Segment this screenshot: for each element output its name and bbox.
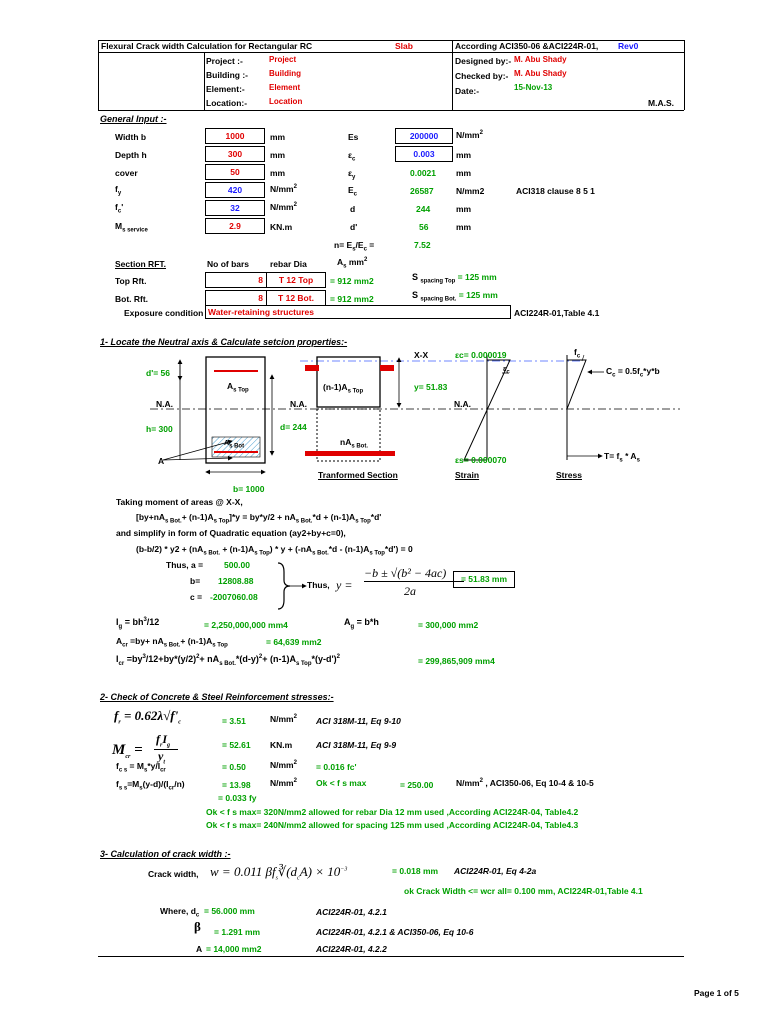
ey-value: 0.0021 bbox=[410, 168, 436, 178]
acr-label: $A_{cr} =by+ nA_{s Bot.}+ (n-1)A_{s Top}$ bbox=[116, 636, 228, 649]
section1-heading: 1- Locate the Neutral axis & Calculate setcion properties:- bbox=[100, 337, 348, 347]
dc-label: Where, $d_c$ bbox=[160, 906, 200, 919]
checked-value: M. Abu Shady bbox=[514, 69, 567, 78]
c-label: c = bbox=[190, 592, 203, 602]
icr-label: $I_{cr} =by^3/12+by*(y/2)^2+ nA_{s Bot.}*(d-y)^2+ (n-1)A_{s Top}*(y-d')^2$ bbox=[116, 654, 340, 667]
dp-label: d' bbox=[350, 222, 358, 232]
project-value: Project bbox=[269, 55, 297, 64]
fss-max: = 250.00 bbox=[400, 780, 434, 790]
fcs-label: $f_{c s} = M_s*y/I_{cr}$ bbox=[116, 761, 166, 774]
fr-value: = 3.51 bbox=[222, 716, 246, 726]
a-value: 500.00 bbox=[224, 560, 250, 570]
moment-line: Taking moment of areas @ X-X, bbox=[116, 497, 243, 507]
as-top-tag: $A_{s Top}$ bbox=[227, 381, 249, 394]
fr-unit: $N/mm^2$ bbox=[270, 714, 297, 724]
Ec-unit: N/mm2 bbox=[456, 186, 485, 196]
brace bbox=[278, 563, 290, 609]
d-label: d bbox=[350, 204, 356, 214]
top-bar-left bbox=[305, 365, 319, 371]
cover-input[interactable]: 50 bbox=[205, 164, 265, 180]
es-label: Es bbox=[348, 132, 359, 142]
general-heading: General Input :- bbox=[100, 114, 167, 124]
ec-input[interactable]: 0.003 bbox=[395, 146, 453, 162]
beta-symbol: β bbox=[194, 919, 201, 934]
acr-value: = 64,639 mm2 bbox=[266, 637, 322, 647]
bot-spacing-label: S $_{spacing Bot.}$ = 125 mm bbox=[412, 290, 498, 303]
fy-unit: $N/mm^2$ bbox=[270, 184, 297, 194]
transformed-bot-label: $nA_{s Bot.}$ bbox=[340, 437, 369, 450]
designed-label: Designed by:- bbox=[455, 56, 512, 66]
ms-unit: KN.m bbox=[270, 222, 293, 232]
dp-value: 56 bbox=[419, 222, 429, 232]
bot-as-value: = 912 mm2 bbox=[330, 294, 374, 304]
bot-bars-input[interactable]: 8 bbox=[205, 290, 267, 306]
project-label: Project :- bbox=[206, 56, 243, 66]
h-tag: h= 300 bbox=[146, 424, 173, 434]
bottom-bar-transformed bbox=[305, 451, 395, 456]
fr-formula: $f_r = 0.62\lambda√f'_c$ bbox=[114, 708, 181, 726]
fss-label: $f_{s s}=M_s(y-d)/(I_{cr}/n)$ bbox=[116, 779, 185, 792]
a-area-label: A bbox=[196, 944, 203, 954]
b-label: b= bbox=[190, 576, 201, 586]
na-label-2: N.A. bbox=[290, 399, 307, 409]
crack-label: Crack width, bbox=[148, 869, 199, 879]
top-rft-label: Top Rft. bbox=[115, 276, 147, 286]
section2-heading: 2- Check of Concrete & Steel Reinforcement stresses:- bbox=[100, 692, 334, 702]
tt-tag: $T= f_s * A_s$ bbox=[604, 451, 640, 464]
fc-tag: $f_c$ bbox=[574, 347, 581, 360]
top-bar-right bbox=[380, 365, 394, 371]
ag-label: $A_g = b*h$ bbox=[344, 617, 379, 630]
designed-value: M. Abu Shady bbox=[514, 55, 567, 64]
bot-dia-input[interactable]: T 12 Bot. bbox=[266, 290, 326, 306]
ms-label: $M_{s service}$ bbox=[115, 221, 148, 234]
element-type: Slab bbox=[395, 41, 413, 51]
as-label: $A_s$ $mm^2$ bbox=[337, 257, 368, 270]
page-bottom-rule bbox=[98, 956, 684, 957]
ec-top-value: εc= 0.000019 bbox=[455, 350, 507, 360]
y-tag: y= 51.83 bbox=[414, 382, 448, 392]
a-pointer-label: A bbox=[158, 456, 165, 466]
element-value: Element bbox=[269, 83, 301, 92]
beta-value: = 1.291 mm bbox=[214, 927, 261, 937]
fy-label: $f_y$ bbox=[115, 184, 122, 197]
es-bot-value: εs= 0.000070 bbox=[455, 455, 507, 465]
a-area-ref: ACI224R-01, 4.2.2 bbox=[316, 944, 387, 954]
fss-value: = 13.98 bbox=[222, 780, 251, 790]
a-label: Thus, a = bbox=[166, 560, 204, 570]
d-unit: mm bbox=[456, 204, 472, 214]
cc-tag: $C_c = 0.5f_c*y*b$ bbox=[606, 366, 660, 379]
es-unit: $N/mm^2$ bbox=[456, 130, 483, 140]
dc-ref: ACI224R-01, 4.2.1 bbox=[316, 907, 387, 917]
thus-label: Thus, bbox=[307, 580, 330, 590]
top-spacing-label: S $_{spacing Top}$ = 125 mm bbox=[412, 272, 497, 285]
strain-ec-tag: $\varepsilon_c$ bbox=[503, 366, 510, 376]
simplify-line: and simplify in form of Quadratic equation (ay2+by+c=0), bbox=[116, 528, 346, 538]
fss-unit: $N/mm^2$ bbox=[270, 778, 297, 788]
Ec-ref: ACI318 clause 8 5 1 bbox=[516, 186, 595, 196]
d-tag: d= 244 bbox=[280, 422, 307, 432]
nobars-label: No of bars bbox=[207, 259, 250, 269]
ag-value: = 300,000 mm2 bbox=[418, 620, 479, 630]
top-dia-input[interactable]: T 12 Top bbox=[266, 272, 326, 288]
b-value: 12808.88 bbox=[218, 576, 254, 586]
ms-input[interactable]: 2.9 bbox=[205, 218, 265, 234]
exposure-select[interactable]: Water-retaining structures bbox=[205, 305, 511, 319]
w-value: = 0.018 mm bbox=[392, 866, 439, 876]
top-bars-input[interactable]: 8 bbox=[205, 272, 267, 288]
beta-ref: ACI224R-01, 4.2.1 & ACI350-06, Eq 10-6 bbox=[316, 927, 474, 937]
fss-fy: = 0.033 fy bbox=[218, 793, 257, 803]
moment-eq: $[by+nA_{s Bot.}+ (n-1)A_{s Top}]*y = by*y/2 + nA_{s Bot.}*d + (n-1)A_{s Top}*d'$ bbox=[136, 512, 382, 525]
exposure-label: Exposure condition bbox=[124, 308, 204, 318]
bot-rft-label: Bot. Rft. bbox=[115, 294, 149, 304]
fc-unit: $N/mm^2$ bbox=[270, 202, 297, 212]
element-label: Element:- bbox=[206, 84, 245, 94]
quadratic-eq: $(b-b/2) * y2 + (nA_{s Bot.} + (n-1)A_{s Top}) * y + (-nA_{s Bot.}*d - (n-1)A_{s Top}*d') = 0$ bbox=[136, 544, 413, 557]
fcs-value: = 0.50 bbox=[222, 762, 246, 772]
width-label: Width b bbox=[115, 132, 147, 142]
n-value: 7.52 bbox=[414, 240, 431, 250]
fss-ref: $N/mm^2$ , ACI350-06, Eq 10-4 & 10-5 bbox=[456, 778, 594, 788]
ig-value: = 2,250,000,000 mm4 bbox=[204, 620, 288, 630]
mcr-value: = 52.61 bbox=[222, 740, 251, 750]
initials: M.A.S. bbox=[648, 98, 674, 108]
building-value: Building bbox=[269, 69, 301, 78]
stress-caption: Stress bbox=[556, 470, 582, 480]
icr-value: = 299,865,909 mm4 bbox=[418, 656, 495, 666]
dp-unit: mm bbox=[456, 222, 472, 232]
transformed-caption: Tranformed Section bbox=[318, 470, 398, 480]
transformed-top-label: $(n-1)A_{s Top}$ bbox=[323, 382, 364, 395]
section3-heading: 3- Calculation of crack width :- bbox=[100, 849, 231, 859]
ec-unit: mm bbox=[456, 150, 472, 160]
strain-caption: Strain bbox=[455, 470, 480, 480]
checked-label: Checked by:- bbox=[455, 71, 509, 81]
fr-ref: ACI 318M-11, Eq 9-10 bbox=[316, 716, 401, 726]
rebar-dia-label: rebar Dia bbox=[270, 259, 307, 269]
Ec-value: 26587 bbox=[410, 186, 434, 196]
dc-value: = 56.000 mm bbox=[204, 906, 255, 916]
depth-input[interactable]: 300 bbox=[205, 146, 265, 162]
cover-unit: mm bbox=[270, 168, 286, 178]
building-label: Building :- bbox=[206, 70, 249, 80]
ey-unit: mm bbox=[456, 168, 472, 178]
width-unit: mm bbox=[270, 132, 286, 142]
w-ref: ACI224R-01, Eq 4-2a bbox=[454, 866, 537, 876]
ec-label: $\varepsilon_c$ bbox=[348, 150, 356, 163]
doc-title: Flexural Crack width Calculation for Rectangular RC bbox=[101, 41, 313, 51]
y-result: = 51.83 mm bbox=[453, 571, 515, 588]
xx-label: X-X bbox=[414, 350, 429, 360]
na-label-3: N.A. bbox=[454, 399, 471, 409]
fcs-note: = 0.016 fc' bbox=[316, 762, 357, 772]
exposure-ref: ACI224R-01,Table 4.1 bbox=[514, 308, 600, 318]
crack-formula: w = 0.011 $\beta f_s∛(d_cA) \times 10^{-3}$ bbox=[210, 864, 348, 882]
fc-label: $f_c'$ bbox=[115, 202, 124, 215]
width-input[interactable]: 1000 bbox=[205, 128, 265, 144]
depth-unit: mm bbox=[270, 150, 286, 160]
ey-label: $\varepsilon_y$ bbox=[348, 168, 356, 181]
ok-line-1: Ok < f s max= 320N/mm2 allowed for rebar Dia 12 mm used ,According ACI224R-04, Table4.2 bbox=[206, 807, 579, 817]
n-label: $n= E_s/E_c$ = bbox=[334, 240, 375, 253]
ok-crack: ok Crack Width <= wcr all= 0.100 mm, ACI224R-01,Table 4.1 bbox=[404, 886, 643, 896]
page-number: Page 1 of 5 bbox=[694, 988, 739, 998]
ok-line-2: Ok < f s max= 240N/mm2 allowed for spacing 125 mm used ,According ACI224R-04, Table4.3 bbox=[206, 820, 579, 830]
location-label: Location:- bbox=[206, 98, 248, 108]
stress-profile bbox=[567, 360, 586, 409]
as-bot-tag: $A_{s Bot}$ bbox=[224, 440, 245, 450]
mcr-unit: KN.m bbox=[270, 740, 293, 750]
b-tag: b= 1000 bbox=[233, 484, 265, 494]
date-label: Date:- bbox=[455, 86, 480, 96]
Ec-label: $E_c$ bbox=[348, 185, 358, 198]
ig-label: $I_g = bh^3/12$ bbox=[116, 617, 160, 630]
standard-label: According ACI350-06 &ACI224R-01, bbox=[455, 41, 599, 51]
fc-input[interactable]: 32 bbox=[205, 200, 265, 216]
es-input[interactable]: 200000 bbox=[395, 128, 453, 144]
fy-input[interactable]: 420 bbox=[205, 182, 265, 198]
date-value: 15-Nov-13 bbox=[514, 83, 553, 92]
section-rft-label: Section RFT. bbox=[115, 259, 167, 269]
a-area-value: = 14,000 mm2 bbox=[206, 944, 262, 954]
c-value: -2007060.08 bbox=[210, 592, 258, 602]
dp-tag: d'= 56 bbox=[146, 368, 170, 378]
d-value: 244 bbox=[416, 204, 431, 214]
location-value: Location bbox=[269, 97, 303, 106]
top-as-value: = 912 mm2 bbox=[330, 276, 374, 286]
revision: Rev0 bbox=[618, 41, 639, 51]
mcr-ref: ACI 318M-11, Eq 9-9 bbox=[316, 740, 397, 750]
depth-label: Depth h bbox=[115, 150, 147, 160]
na-label-1: N.A. bbox=[156, 399, 173, 409]
cover-label: cover bbox=[115, 168, 138, 178]
fss-ok: Ok < f s max bbox=[316, 778, 367, 788]
fcs-unit: $N/mm^2$ bbox=[270, 760, 297, 770]
